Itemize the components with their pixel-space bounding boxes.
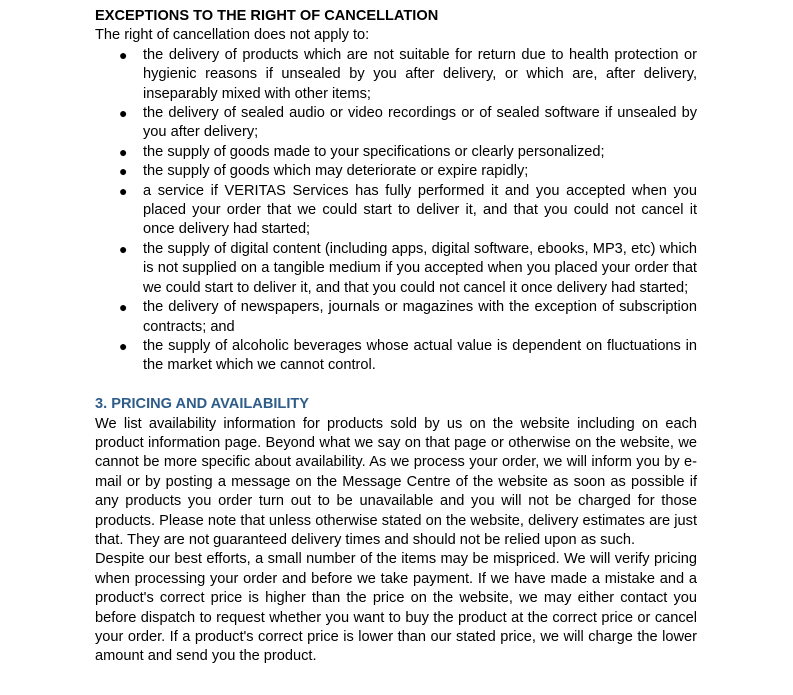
- list-item: [95, 240, 697, 298]
- exceptions-heading: EXCEPTIONS TO THE RIGHT OF CANCELLATION: [95, 8, 439, 24]
- list-item: [95, 46, 697, 104]
- bullet-icon: ●: [119, 337, 128, 354]
- list-item-text: a service if VERITAS Services has fully performed it and you accepted when you placed your order that we could start to deliver it, and that you could not cancel it once delivery had started;: [143, 182, 697, 238]
- exceptions-list: [95, 46, 697, 376]
- list-item-text: the supply of digital content (including apps, digital software, ebooks, MP3, etc) which is not supplied on a tangible medium if you accepted when you placed your order that we could start to deliver it, and that you could not cancel it once delivery had started;: [143, 240, 697, 296]
- list-item: [95, 182, 697, 240]
- bullet-icon: ●: [119, 105, 128, 122]
- bullet-icon: ●: [119, 240, 128, 257]
- list-item: [95, 143, 697, 162]
- bullet-icon: ●: [119, 163, 128, 180]
- pricing-paragraph-2: Despite our best efforts, a small number of the items may be mispriced. We will verify pricing when processing your order and before we take payment. If we have made a mistake and a product's correct price is higher than the price on the website, we may either contact you before dispatch to request whether you want to buy the product at the correct price or cancel your order. If a product's correct price is lower than our stated price, we will charge the lower amount and send you the product.: [95, 551, 697, 665]
- exceptions-intro: The right of cancellation does not apply to:: [95, 27, 370, 44]
- bullet-icon: ●: [119, 182, 128, 199]
- list-item-text: the delivery of sealed audio or video recordings or of sealed software if unsealed by you after delivery;: [143, 105, 697, 141]
- list-item-text: the delivery of newspapers, journals or magazines with the exception of subscription contracts; and: [143, 299, 697, 335]
- list-item: [95, 104, 697, 143]
- bullet-icon: ●: [119, 46, 128, 63]
- list-item: [95, 337, 697, 376]
- list-item-text: the supply of goods made to your specifications or clearly personalized;: [143, 143, 605, 160]
- list-item: [95, 162, 697, 181]
- section-spacer: [95, 376, 697, 395]
- pricing-heading: 3. PRICING AND AVAILABILITY: [95, 396, 310, 413]
- list-item-text: the supply of goods which may deteriorate or expire rapidly;: [143, 163, 529, 180]
- list-item-text: the supply of alcoholic beverages whose actual value is dependent on fluctuations in the market which we cannot control.: [143, 337, 697, 374]
- list-item: [95, 298, 697, 337]
- bullet-icon: ●: [119, 299, 128, 316]
- pricing-paragraph-1: We list availability information for products sold by us on the website including on each product information page. Beyond what we say on that page or otherwise on the website, we cannot be more specific about availability. As we process your order, we will inform you by e-mail or by posting a message on the Message Centre of the website as soon as possible if any products you order turn out to be unavailable and you will not be charged for those products. Please note that unless otherwise stated on the website, delivery estimates are just that. They are not guaranteed delivery times and should not be relied upon as such.: [95, 415, 697, 548]
- bullet-icon: ●: [119, 143, 128, 160]
- list-item-text: the delivery of products which are not suitable for return due to health protection or hygienic reasons if unsealed by you after delivery, or which are, after delivery, inseparably mixed with other items;: [143, 46, 697, 102]
